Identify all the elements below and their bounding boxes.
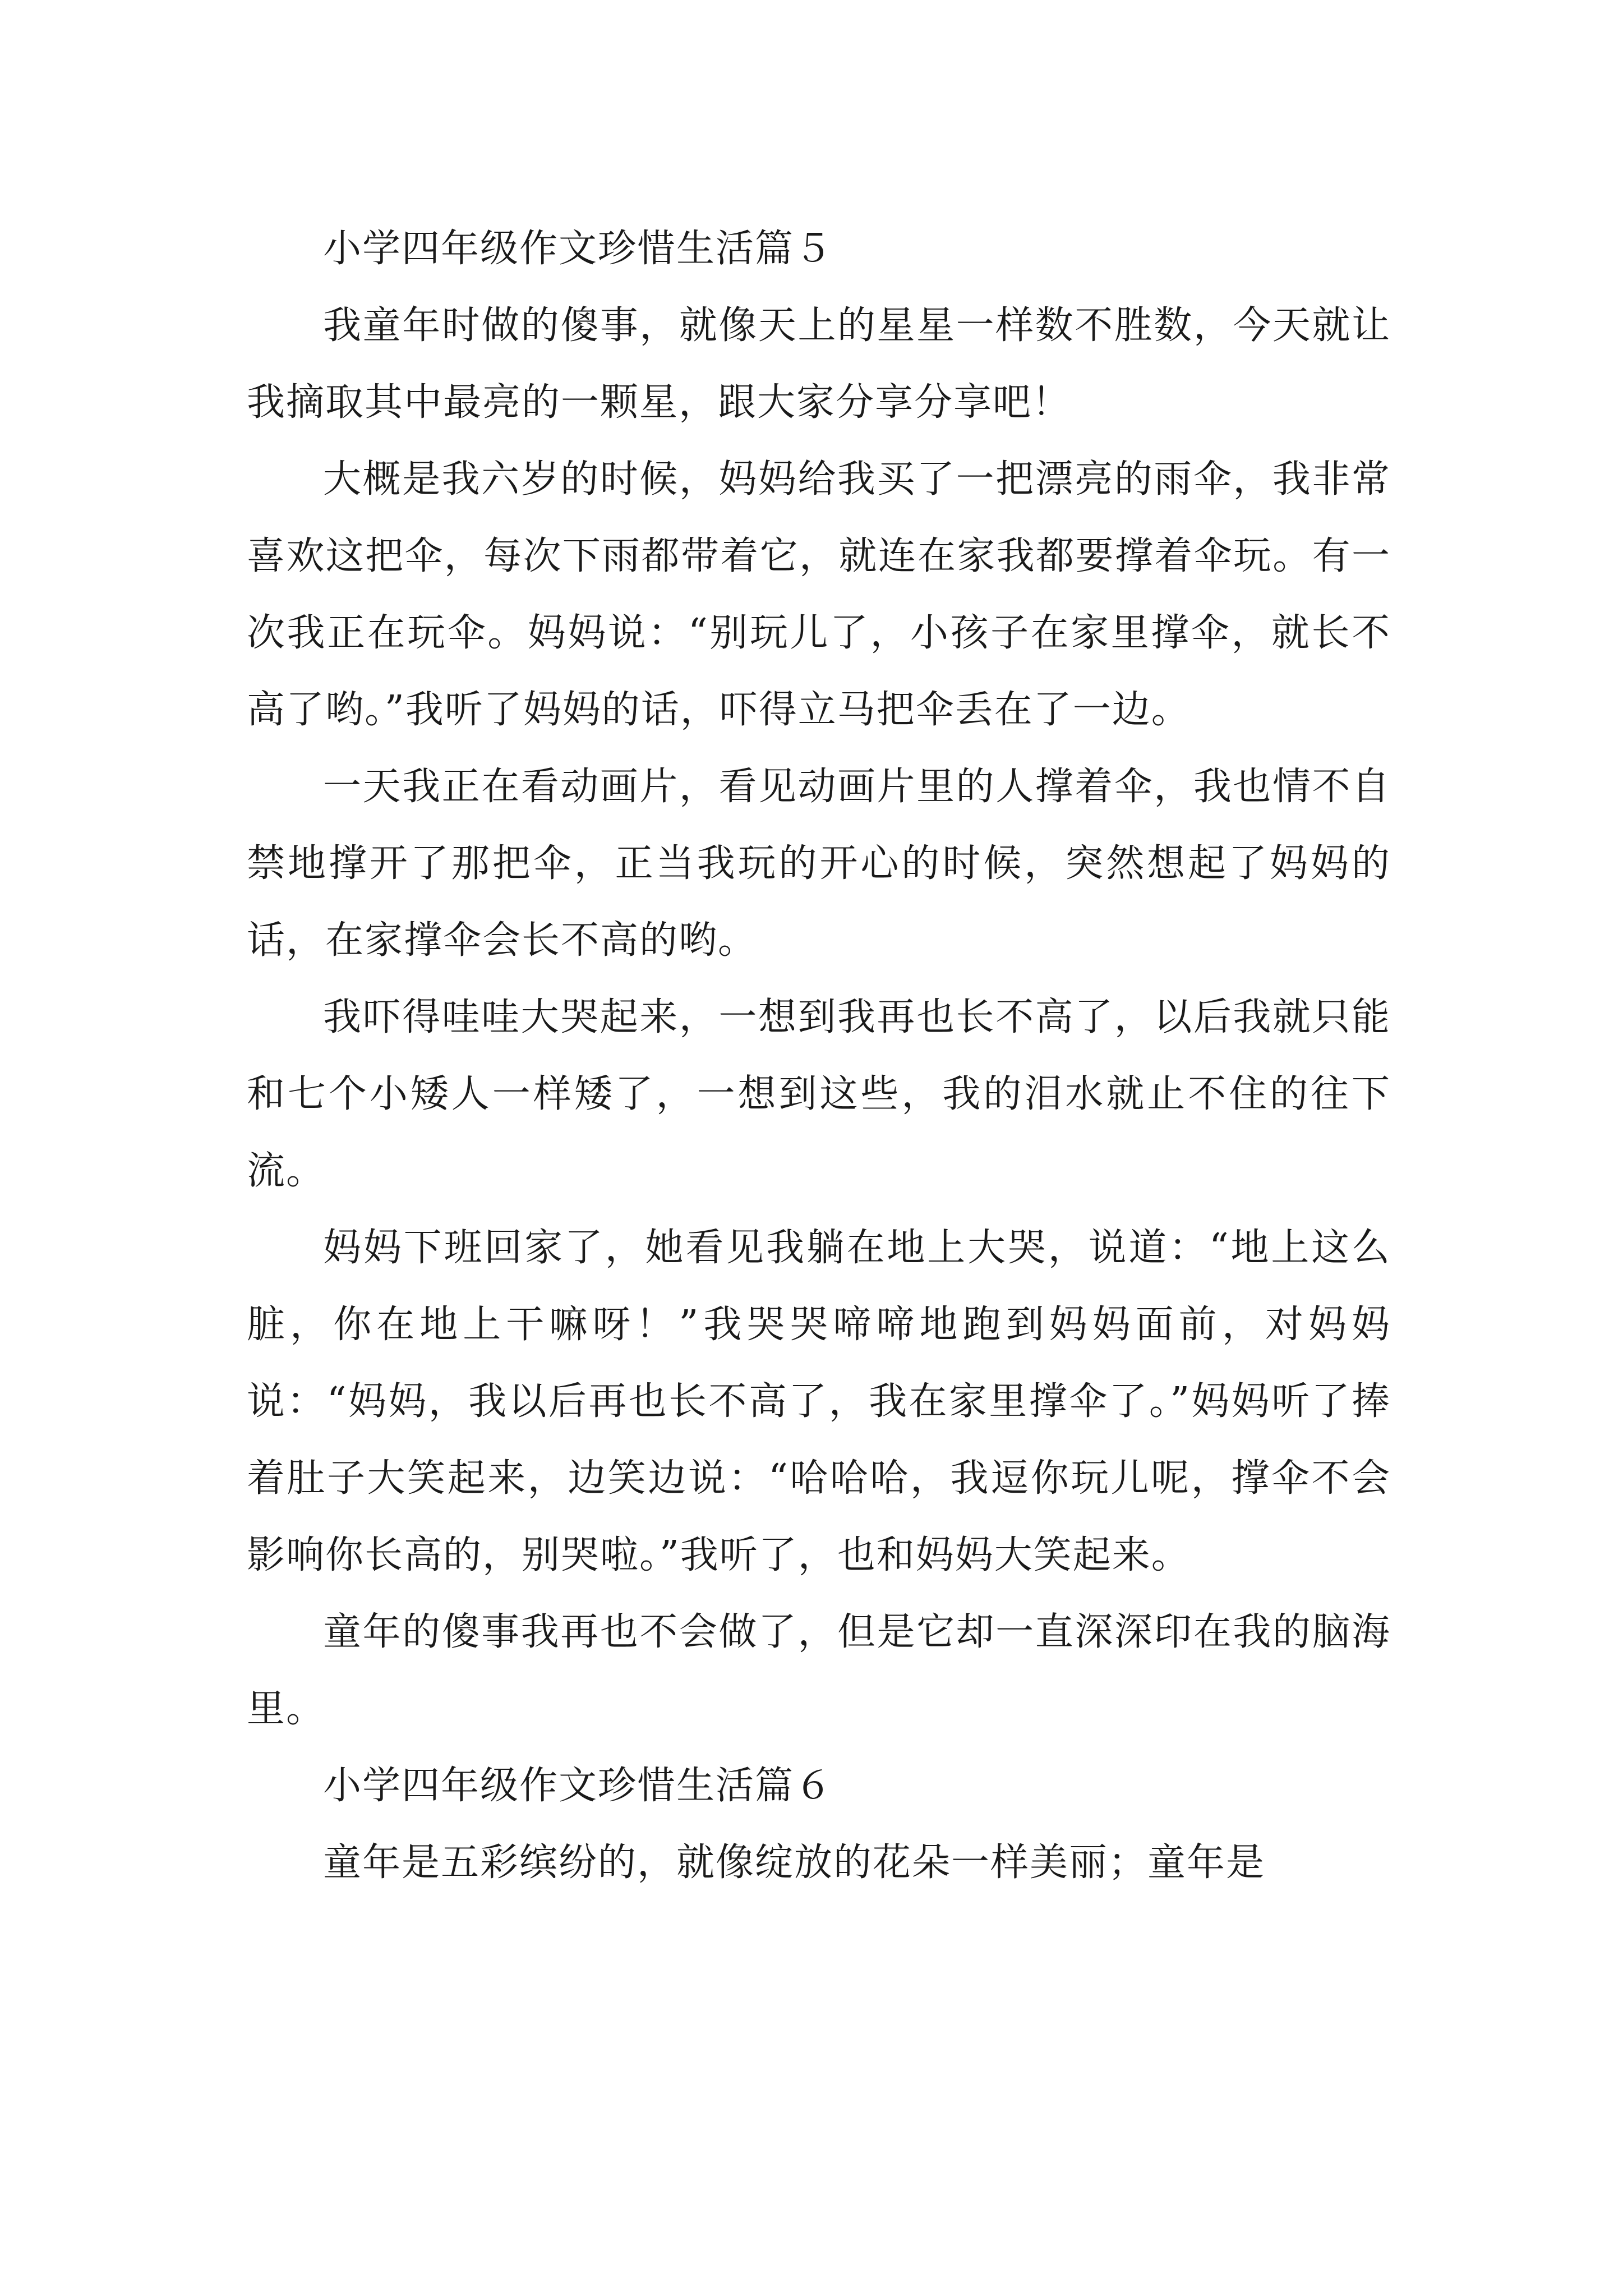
paragraph: 一天我正在看动画片，看见动画片里的人撑着伞，我也情不自禁地撑开了那把伞，正当我玩的开心的时候，突然想起了妈妈的话，在家撑伞会长不高的哟。 bbox=[247, 765, 1391, 963]
essay-heading-6: 小学四年级作文珍惜生活篇６ bbox=[323, 1764, 834, 1808]
essay-heading-5: 小学四年级作文珍惜生活篇５ bbox=[323, 227, 834, 271]
paragraph: 我童年时做的傻事，就像天上的星星一样数不胜数，今天就让我摘取其中最亮的一颗星，跟大家分享分享吧！ bbox=[247, 303, 1391, 425]
paragraph: 大概是我六岁的时候，妈妈给我买了一把漂亮的雨伞，我非常喜欢这把伞，每次下雨都带着它，就连在家我都要撑着伞玩。有一次我正在玩伞。妈妈说：“别玩儿了，小孩子在家里撑伞，就长不高了哟。”我听了妈妈的话，吓得立马把伞丢在了一边。 bbox=[247, 457, 1391, 732]
paragraph: 我吓得哇哇大哭起来，一想到我再也长不高了，以后我就只能和七个小矮人一样矮了，一想到这些，我的泪水就止不住的往下流。 bbox=[247, 995, 1391, 1193]
paragraph: 妈妈下班回家了，她看见我躺在地上大哭，说道：“地上这么脏，你在地上干嘛呀！”我哭哭啼啼地跑到妈妈面前，对妈妈说：“妈妈，我以后再也长不高了，我在家里撑伞了。”妈妈听了捧着肚子大笑起来，边笑边说：“哈哈哈，我逗你玩儿呢，撑伞不会影响你长高的，别哭啦。”我听了，也和妈妈大笑起来。 bbox=[247, 1226, 1391, 1577]
paragraph: 童年是五彩缤纷的，就像绽放的花朵一样美丽；童年是 bbox=[323, 1841, 1266, 1885]
document-body bbox=[247, 210, 1391, 1901]
paragraph: 童年的傻事我再也不会做了，但是它却一直深深印在我的脑海里。 bbox=[247, 1610, 1391, 1731]
